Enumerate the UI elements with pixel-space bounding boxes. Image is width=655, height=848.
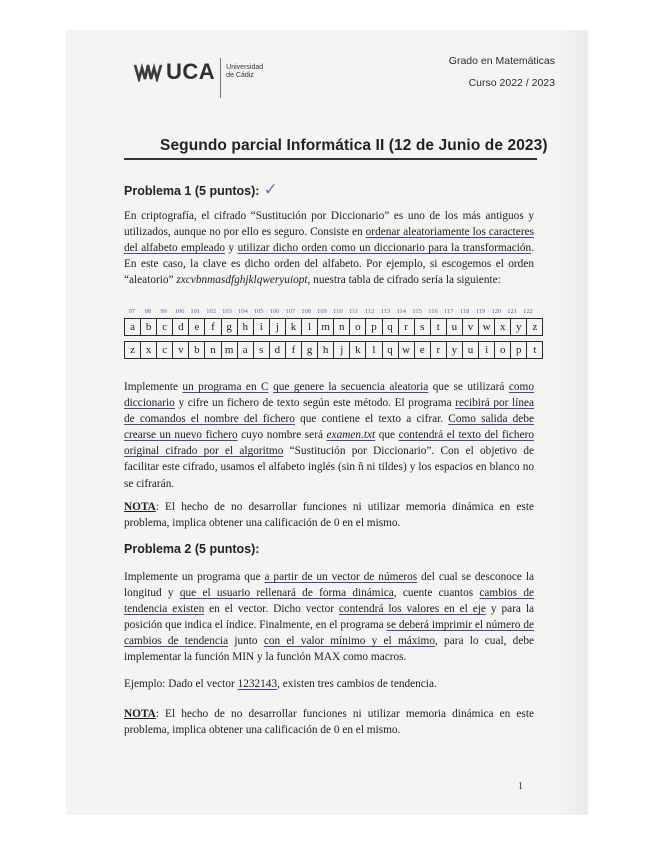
page-number: 1 bbox=[518, 781, 523, 792]
logo-sub-line2: de Cádiz bbox=[226, 72, 254, 79]
ascii-code: 106 bbox=[269, 308, 280, 315]
degree-name: Grado en Matemáticas bbox=[448, 55, 555, 67]
example-vector: 1232143 bbox=[237, 678, 278, 690]
plain-letter-cell: k bbox=[285, 319, 301, 336]
plain-letter-cell: v bbox=[462, 319, 478, 336]
cipher-letter-cell: e bbox=[414, 342, 430, 359]
cipher-table bbox=[124, 318, 543, 359]
ascii-code: 104 bbox=[237, 308, 248, 315]
course-info bbox=[449, 50, 555, 94]
cipher-letter-cell: m bbox=[221, 342, 237, 359]
plain-letter-cell: n bbox=[334, 319, 350, 336]
ascii-code: 121 bbox=[507, 308, 518, 315]
problem1-intro: En criptografía, el cifrado “Sustitución por Diccionario” es uno de los más antiguos y utilizados, aunque no por ello es seguro. Consiste en ordenar aleatoriamente los caracteres del alfabeto empleado y utilizar dicho orden como un diccionario para la transformación. En este caso, la clave es dicho orden del alfabeto. Por ejemplo, si escogemos el orden “aleatorio” zxcvbnmasdfghjklqweryuiopt, nuestra tabla de cifrado sería la siguiente: bbox=[124, 210, 535, 287]
ascii-code: 118 bbox=[459, 308, 470, 315]
cipher-letter-cell: z bbox=[125, 342, 141, 359]
plain-letter-cell: u bbox=[446, 319, 462, 336]
plain-letter-cell: s bbox=[414, 319, 430, 336]
cipher-letter-cell: o bbox=[495, 342, 511, 359]
cipher-letter-cell: b bbox=[189, 342, 205, 359]
note-label: NOTA bbox=[124, 708, 156, 720]
cipher-letter-cell: v bbox=[173, 342, 189, 359]
logo-divider bbox=[220, 58, 221, 98]
ascii-code: 113 bbox=[380, 308, 391, 315]
cipher-letter-cell: s bbox=[253, 342, 269, 359]
plain-letter-cell: q bbox=[382, 319, 398, 336]
logo-subtitle bbox=[226, 64, 263, 80]
ascii-code-annotations bbox=[124, 308, 536, 318]
plain-letter-cell: x bbox=[495, 319, 511, 336]
plain-letter-cell: e bbox=[189, 319, 205, 336]
plain-letter-cell: b bbox=[141, 319, 157, 336]
problem1-heading bbox=[124, 180, 278, 200]
plain-letter-cell: d bbox=[173, 319, 189, 336]
ascii-code: 103 bbox=[222, 308, 232, 315]
note-label: NOTA bbox=[124, 501, 156, 513]
plain-letter-cell: l bbox=[302, 319, 318, 336]
cipher-letter-cell: a bbox=[237, 342, 253, 359]
problem1-note: NOTA: El hecho de no desarrollar funciones ni utilizar memoria dinámica en este problema, implica obtener una calificación de 0 en el mismo. bbox=[124, 501, 534, 530]
plain-letter-cell: a bbox=[125, 319, 141, 336]
plain-letter-cell: j bbox=[269, 319, 285, 336]
cipher-letter-cell: f bbox=[285, 342, 301, 359]
plain-letter-cell: y bbox=[511, 319, 527, 336]
problem2-note: NOTA: El hecho de no desarrollar funciones ni utilizar memoria dinámica en este problema, implica obtener una calificación de 0 en el mismo. bbox=[124, 708, 534, 737]
problem1-statement: Implemente un programa en C que genere la secuencia aleatoria que se utilizará como diccionario y cifre un fichero de texto según este método. El programa recibirá por línea de comandos el nombre del fichero que contiene el texto a cifrar. Como salida debe crearse un nuevo fichero cuyo nombre será examen.txt que contendrá el texto del fichero original cifrado por el algoritmo “Sustitución por Diccionario”. Con el objetivo de facilitar este cifrado, usamos el alfabeto inglés (sin ñ ni tildes) y los espacios en blanco no se cifrarán. bbox=[124, 381, 535, 490]
plain-letter-cell: h bbox=[237, 319, 253, 336]
problem2-statement: Implemente un programa que a partir de un vector de números del cual se desconoce la longitud y que el usuario rellenará de forma dinámica, cuente cuantos cambios de tendencia existen en el vector. Dicho vector contendrá los valores en el eje y para la posición que indica el índice. Finalmente, en el programa se deberá imprimir el número de cambios de tendencia junto con el valor mínimo y el máximo, para lo cual, debe implementar la función MIN y la función MAX como macros. bbox=[124, 571, 534, 664]
plain-letter-cell: t bbox=[430, 319, 446, 336]
ascii-code: 120 bbox=[491, 308, 502, 315]
cipher-letter-cell: q bbox=[382, 342, 398, 359]
check-mark-icon: ✓ bbox=[263, 180, 278, 199]
ascii-code: 97 bbox=[128, 308, 136, 315]
ascii-code: 105 bbox=[253, 308, 264, 315]
ascii-code: 114 bbox=[396, 308, 407, 315]
exam-title: Segundo parcial Informática II (12 de Junio de 2023) bbox=[160, 137, 548, 154]
cipher-letter-cell: k bbox=[350, 342, 366, 359]
plain-letter-cell: w bbox=[479, 319, 495, 336]
cipher-alphabet-row bbox=[125, 342, 543, 359]
cipher-letter-cell: u bbox=[462, 342, 478, 359]
cipher-letter-cell: h bbox=[318, 342, 334, 359]
ascii-code: 112 bbox=[364, 308, 375, 315]
ascii-code: 102 bbox=[206, 308, 217, 315]
ascii-code: 100 bbox=[174, 308, 185, 315]
cipher-letter-cell: d bbox=[269, 342, 285, 359]
problem1-heading-text: Problema 1 (5 puntos): bbox=[124, 184, 260, 198]
ascii-code: 108 bbox=[301, 308, 312, 315]
plain-letter-cell: r bbox=[398, 319, 414, 336]
plain-letter-cell: o bbox=[350, 319, 366, 336]
plain-letter-cell: i bbox=[253, 319, 269, 336]
ascii-code: 122 bbox=[523, 308, 533, 315]
ascii-code: 117 bbox=[444, 308, 454, 315]
cipher-letter-cell: n bbox=[205, 342, 221, 359]
output-filename: examen.txt bbox=[326, 429, 376, 442]
plain-letter-cell: f bbox=[205, 319, 221, 336]
ascii-code: 119 bbox=[475, 308, 486, 315]
cipher-letter-cell: g bbox=[302, 342, 318, 359]
ascii-code: 115 bbox=[412, 308, 422, 315]
ascii-code: 110 bbox=[333, 308, 343, 315]
logo-text: UCA bbox=[166, 59, 216, 84]
cipher-letter-cell: p bbox=[511, 342, 527, 359]
ascii-code: 99 bbox=[160, 308, 167, 315]
logo-sub-line1: Universidad bbox=[226, 64, 264, 71]
ascii-code: 101 bbox=[190, 308, 201, 315]
cipher-letter-cell: w bbox=[398, 342, 414, 359]
cipher-letter-cell: r bbox=[430, 342, 446, 359]
cipher-letter-cell: j bbox=[334, 342, 350, 359]
cipher-letter-cell: c bbox=[157, 342, 173, 359]
example-key: zxcvbnmasdfghjklqweryuiopt bbox=[176, 274, 308, 287]
plain-alphabet-row bbox=[125, 319, 543, 336]
university-logo bbox=[134, 52, 263, 92]
ascii-code: 116 bbox=[428, 308, 438, 315]
plain-letter-cell: c bbox=[157, 319, 173, 336]
ascii-code: 109 bbox=[317, 308, 327, 315]
plain-letter-cell: p bbox=[366, 319, 382, 336]
ascii-code: 107 bbox=[285, 308, 296, 315]
cipher-letter-cell: i bbox=[479, 342, 495, 359]
course-year: Curso 2022 / 2023 bbox=[468, 77, 555, 89]
title-underline bbox=[124, 158, 537, 160]
plain-letter-cell: g bbox=[221, 319, 237, 336]
cipher-letter-cell: y bbox=[446, 342, 462, 359]
plain-letter-cell: z bbox=[527, 319, 543, 336]
cipher-letter-cell: x bbox=[141, 342, 157, 359]
cipher-letter-cell: t bbox=[527, 342, 543, 359]
problem2-heading: Problema 2 (5 puntos): bbox=[124, 542, 260, 556]
ascii-code: 111 bbox=[349, 308, 359, 315]
uca-emblem-icon bbox=[134, 62, 162, 82]
plain-letter-cell: m bbox=[318, 319, 334, 336]
ascii-code: 98 bbox=[144, 308, 152, 315]
problem2-example: Ejemplo: Dado el vector 1232143, existen tres cambios de tendencia. bbox=[124, 678, 437, 690]
cipher-letter-cell: l bbox=[366, 342, 382, 359]
